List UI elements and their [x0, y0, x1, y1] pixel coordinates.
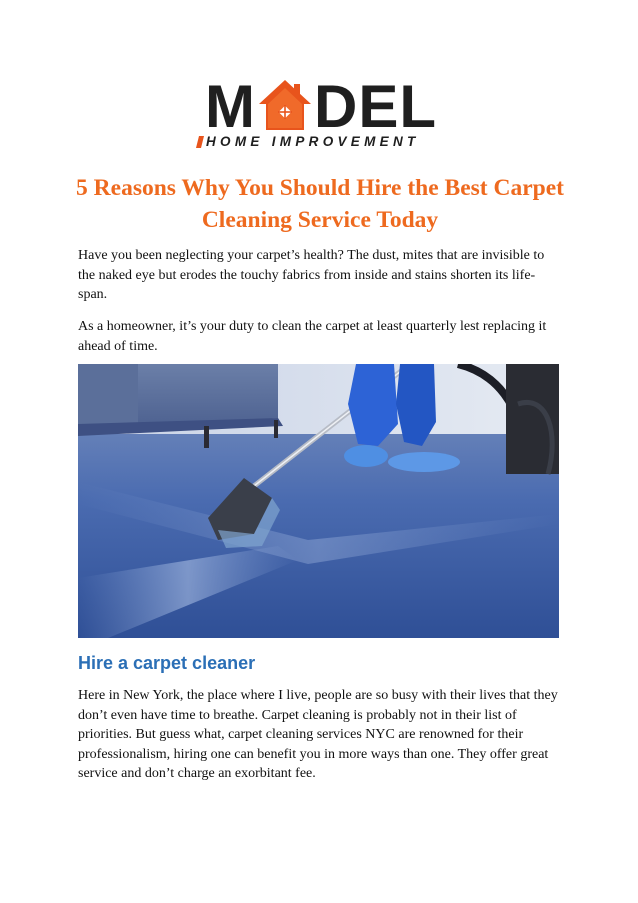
- section-heading: Hire a carpet cleaner: [78, 653, 256, 673]
- intro-paragraph: Have you been neglecting your carpet’s health? The dust, mites that are invisible to the naked eye but erodes the touchy fabrics from inside and stains shorten its life-span.: [78, 248, 545, 302]
- logo-letter-m: M: [205, 73, 256, 140]
- article-title: 5 Reasons Why You Should Hire the Best Carpet Cleaning Service Today: [76, 175, 564, 233]
- brand-logo: [0, 73, 638, 158]
- duty-paragraph: As a homeowner, it’s your duty to clean the carpet at least quarterly lest replacing it ahead of time.: [78, 319, 547, 354]
- house-roof-icon: [257, 78, 313, 136]
- logo-accent-bar: [196, 136, 204, 148]
- section-paragraph: Here in New York, the place where I live, people are so busy with their lives that they don’t even have time to breathe. Carpet cleaning is probably not in their list of priorities. But guess what, carpet cleaning services NYC are renowned for their professionalism, hiring one can benefit you in more ways than one. They offer great service and don’t charge an exorbitant fee.: [78, 688, 558, 781]
- logo-wordmark: [205, 73, 437, 140]
- carpet-cleaning-photo: [78, 364, 559, 638]
- logo-subtitle: HOME IMPROVEMENT: [206, 134, 420, 149]
- logo-letters-del: DEL: [313, 73, 437, 140]
